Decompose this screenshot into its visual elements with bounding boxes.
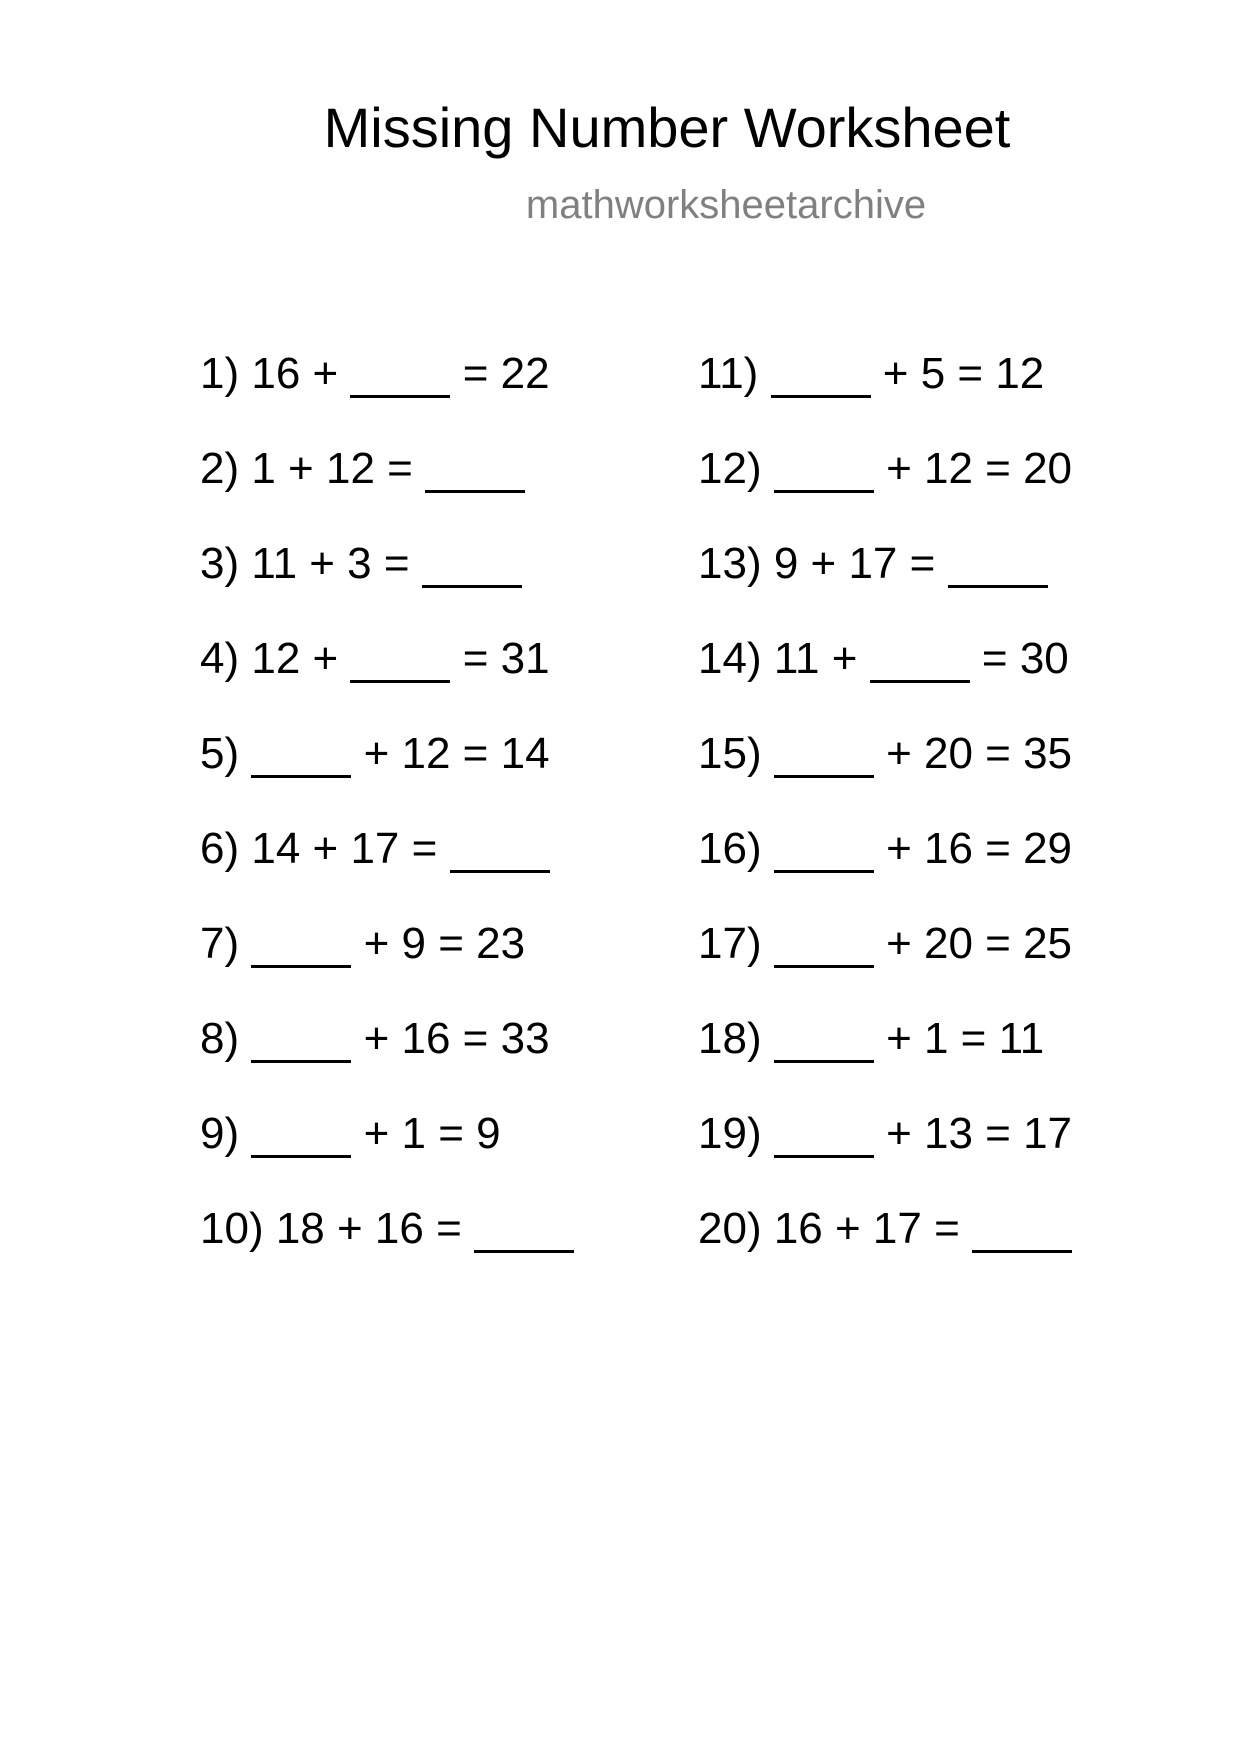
- problem-number: 4): [200, 634, 240, 683]
- answer-blank[interactable]: [774, 1018, 874, 1063]
- problem-item: [698, 823, 1072, 918]
- answer-blank[interactable]: [422, 543, 522, 588]
- problem-number: 7): [200, 919, 240, 968]
- equation-text: + 9 = 23: [363, 919, 526, 968]
- problems-column-right: [698, 348, 1072, 1298]
- equation-text: 11 + 3 =: [251, 539, 410, 588]
- equation-text: + 12 = 20: [886, 444, 1073, 493]
- problem-item: [200, 1013, 574, 1108]
- problem-number: 16): [698, 824, 762, 873]
- answer-blank[interactable]: [774, 923, 874, 968]
- equation-text: + 13 = 17: [886, 1109, 1073, 1158]
- problem-number: 20): [698, 1204, 762, 1253]
- equation-text: 14 + 17 =: [251, 824, 438, 873]
- answer-blank[interactable]: [774, 1113, 874, 1158]
- problem-item: [200, 633, 574, 728]
- answer-blank[interactable]: [870, 638, 970, 683]
- equation-text: + 1 = 9: [363, 1109, 501, 1158]
- problem-number: 18): [698, 1014, 762, 1063]
- problem-item: [200, 1108, 574, 1203]
- problem-number: 15): [698, 729, 762, 778]
- problem-item: [200, 443, 574, 538]
- equation-text: + 5 = 12: [882, 349, 1045, 398]
- answer-blank[interactable]: [774, 733, 874, 778]
- answer-blank[interactable]: [474, 1208, 574, 1253]
- worksheet-title: Missing Number Worksheet: [323, 96, 1011, 159]
- answer-blank[interactable]: [425, 448, 525, 493]
- problem-item: [698, 1203, 1072, 1298]
- problem-number: 10): [200, 1204, 264, 1253]
- equation-text: 18 + 16 =: [275, 1204, 462, 1253]
- problem-item: [698, 918, 1072, 1013]
- answer-blank[interactable]: [774, 448, 874, 493]
- problem-item: [698, 1108, 1072, 1203]
- problem-item: [200, 918, 574, 1013]
- problem-number: 14): [698, 634, 762, 683]
- problem-item: [698, 1013, 1072, 1108]
- equation-text: 1 + 12 =: [251, 444, 413, 493]
- equation-text: 16 +: [251, 349, 339, 398]
- answer-blank[interactable]: [251, 1113, 351, 1158]
- problem-item: [698, 728, 1072, 823]
- problem-number: 19): [698, 1109, 762, 1158]
- equation-text: 16 + 17 =: [773, 1204, 960, 1253]
- problem-number: 11): [698, 349, 759, 398]
- problem-item: [698, 443, 1072, 538]
- problem-number: 1): [200, 349, 240, 398]
- equation-text: 11 +: [773, 634, 858, 683]
- problem-item: [200, 728, 574, 823]
- problem-number: 9): [200, 1109, 240, 1158]
- problem-item: [200, 538, 574, 633]
- problem-item: [200, 348, 574, 443]
- equation-text: = 30: [981, 634, 1069, 683]
- answer-blank[interactable]: [251, 733, 351, 778]
- problem-number: 6): [200, 824, 240, 873]
- problem-number: 3): [200, 539, 240, 588]
- equation-text: = 22: [462, 349, 550, 398]
- problem-number: 8): [200, 1014, 240, 1063]
- problem-item: [698, 538, 1072, 633]
- problem-item: [698, 633, 1072, 728]
- equation-text: + 1 = 11: [886, 1014, 1045, 1063]
- answer-blank[interactable]: [251, 923, 351, 968]
- equation-text: = 31: [462, 634, 550, 683]
- equation-text: + 16 = 29: [886, 824, 1073, 873]
- answer-blank[interactable]: [350, 353, 450, 398]
- equation-text: + 16 = 33: [363, 1014, 550, 1063]
- equation-text: 12 +: [251, 634, 339, 683]
- answer-blank[interactable]: [948, 543, 1048, 588]
- problem-number: 2): [200, 444, 240, 493]
- answer-blank[interactable]: [774, 828, 874, 873]
- problems-column-left: [200, 348, 574, 1298]
- answer-blank[interactable]: [450, 828, 550, 873]
- equation-text: 9 + 17 =: [773, 539, 936, 588]
- problem-number: 13): [698, 539, 762, 588]
- worksheet-subtitle: mathworksheetarchive: [525, 183, 927, 227]
- equation-text: + 20 = 35: [886, 729, 1073, 778]
- problem-item: [698, 348, 1072, 443]
- problem-item: [200, 823, 574, 918]
- answer-blank[interactable]: [251, 1018, 351, 1063]
- problem-item: [200, 1203, 574, 1298]
- answer-blank[interactable]: [771, 353, 871, 398]
- equation-text: + 20 = 25: [886, 919, 1073, 968]
- answer-blank[interactable]: [350, 638, 450, 683]
- problem-number: 17): [698, 919, 762, 968]
- equation-text: + 12 = 14: [363, 729, 550, 778]
- problem-number: 5): [200, 729, 240, 778]
- problem-number: 12): [698, 444, 762, 493]
- answer-blank[interactable]: [972, 1208, 1072, 1253]
